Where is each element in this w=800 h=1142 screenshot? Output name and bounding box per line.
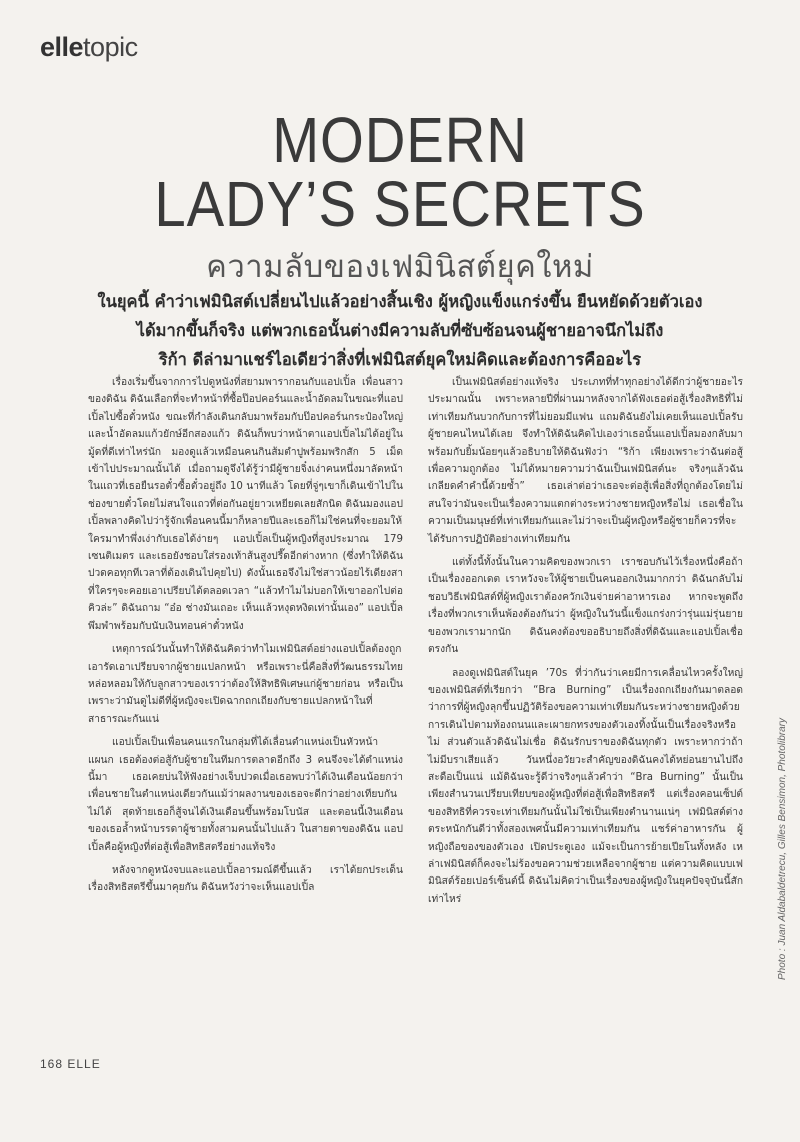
- section-tag-topic: topic: [83, 32, 138, 62]
- deck: [70, 287, 730, 374]
- paragraph: เป็นเฟมินิสต์อย่างแท้จริง ประเภทที่ทำทุกอย่างได้ดีกว่าผู้ชายอะไรประมาณนั้น เพราะหลายปีที่ผ่านมาหลังจากได้ฟังเธอต่อสู้เรื่องสิทธิที่ไม่เท่าเทียมกันบวกกับการที่ไม่ยอมมีแฟน แถมดิฉันยังไม่เคยเห็นแอปเปิ้ลรับผู้ชายคนไหนได้เลย จึงทำให้ดิฉันคิดไปเองว่าเธอนั้นแอปเปิ้ลมองกลับมาพร้อมกับยิ้มน้อยๆแล้วอธิบายให้ดิฉันฟังว่า “ริก้า เพียงเพราะว่าฉันต่อสู้เพื่อความถูกต้อง ไม่ได้หมายความว่าฉันเป็นเฟมินิสต์นะ จริงๆแล้วฉันเกลียดคำคำนี้ด้วยซ้ำ” เธอเล่าต่อว่าเธอจะต่อสู้เพื่อสิ่งที่ถูกต้องโดยไม่สนใจว่ามันจะเป็นเรื่องความแตกต่างระหว่างชายหญิงหรือไม่ เธอเชื่อในความเป็นมนุษย์ที่เท่าเทียมกันและไม่ว่าจะเป็นผู้หญิงหรือผู้ชายก็ควรที่จะได้รับการปฏิบัติอย่างเท่าเทียมกัน: [428, 377, 743, 545]
- deck-line-1: ในยุคนี้ คำว่าเฟมินิสต์เปลี่ยนไปแล้วอย่างสิ้นเชิง ผู้หญิงแข็งแกร่งขึ้น ยืนหยัดด้วยตัวเอง: [97, 292, 703, 311]
- paragraph: แต่ทั้งนี้ทั้งนั้นในความคิดของพวกเรา เราชอบกันไว้เรื่องหนึ่งคือถ้าเป็นเรื่องออกเดต เราหวังจะให้ผู้ชายเป็นคนออกเงินมากกว่า ดิฉันกลับไม่ชอบวิธีเฟมินิสต์ที่ผู้หญิงเราต้องควักเงินจ่ายค่าอาหารเอง หากจะพูดถึงเรื่องที่พวกเราเห็นพ้องต้องกันว่า ผู้หญิงในวันนี้แข็งแกร่งกว่ารุ่นแม่รุ่นยายของพวกเรามากนัก ดิฉันคงต้องขออธิบายถึงสิ่งที่ดิฉันและแอปเปิ้ลเชื่อตรงกัน: [428, 557, 743, 656]
- thai-subtitle: ความลับของเฟมินิสต์ยุคใหม่: [206, 249, 594, 284]
- headline: [48, 104, 752, 240]
- paragraph: ลองดูเฟมินิสต์ในยุค ’70s ที่ว่ากันว่าเคยมีการเคลื่อนไหวครั้งใหญ่ของเฟมินิสต์ที่เรียกว่า “Bra Burning” เป็นเรื่องถกเถียงกันมาตลอดว่าการที่ผู้หญิงลุกขึ้นปฏิวัติร้องขอความเท่าเทียมกันระหว่างชายหญิงด้วยการเดินไปตามท้องถนนและเผายกทรงของตัวเองทิ้งนั้นเป็นเรื่องจริงหรือไม่ ส่วนตัวแล้วดิฉันไม่เชื่อ ดิฉันรักบราของดิฉันทุกตัว เพราะหากว่าถ้าไม่มีบราเสียแล้ว วันหนึ่งอวัยวะสำคัญของดิฉันคงได้หย่อนยานไปถึงสะดือเป็นแน่ แม้ดิฉันจะรู้ดีว่าจริงๆแล้วคำว่า “Bra Burning” นั้นเป็นเพียงสำนวนเปรียบเทียบของผู้หญิงที่ต่อสู้เพื่อสิทธิสตรี แต่เรื่องคอนเซ็ปต์ของสิทธิที่ควรจะเท่าเทียมกันนั้นไม่ใช่เป็นเพียงตำนานแน่ๆ เฟมินิสต์ต่างตระหนักกันดีว่าทั้งสองเพศนั้นมีความเท่าเทียมกัน แชร์ค่าอาหารกัน ผู้หญิงถือของของตัวเอง เปิดประตูเอง แม้จะเป็นการย้ายเปียโนทั้งหลัง เหล่าเฟมินิสต์ก็คงจะไม่ร้องขอความช่วยเหลือจากผู้ชาย แต่ความคิดแบบเฟมินิสต์ร้อยเปอร์เซ็นต์นี้ ดิฉันไม่คิดว่าเป็นเรื่องของผู้หญิงในยุคปัจจุบันนี้สักเท่าไหร่: [428, 667, 743, 905]
- deck-line-2: ได้มากขึ้นก็จริง แต่พวกเธอนั้นต่างมีความลับที่ซับซ้อนจนผู้ชายอาจนึกไม่ถึง: [136, 321, 664, 340]
- paragraph: แอปเปิ้ลเป็นเพื่อนคนแรกในกลุ่มที่ได้เลื่อนตำแหน่งเป็นหัวหน้าแผนก เธอต้องต่อสู้กับผู้ชายในทีมการตลาดอีกถึง 3 คนจึงจะได้ตำแหน่งนี้มา เธอเคยบ่นให้ฟังอย่างเจ็บปวดเมื่อเธอพบว่าได้เงินเดือนน้อยกว่าเพื่อนชายในตำแหน่งเดียวกันแม้ว่าผลงานของเธอจะดีกว่าอย่างเทียบกันไม่ได้ สุดท้ายเธอก็สู้จนได้เงินเดือนขึ้นพร้อมโบนัส และตอนนี้เงินเดือนของเธอล้ำหน้าบรรดาผู้ชายทั้งสามคนนั้นไปแล้ว ในสายตาของดิฉัน แอปเปิ้ลคือผู้หญิงที่ต่อสู้เพื่อสิทธิสตรีอย่างแท้จริง: [88, 737, 403, 853]
- headline-line-2: LADY’S SECRETS: [154, 168, 646, 240]
- paragraph: เรื่องเริ่มขึ้นจากการไปดูหนังที่สยามพารากอนกับแอปเปิ้ล เพื่อนสาวของดิฉัน ดิฉันเลือกที่จะทำหน้าที่ซื้อป๊อปคอร์นและน้ำอัดลมในขณะที่แอปเปิ้ลไปซื้อตั๋วหนัง ขณะที่กำลังเดินกลับมาพร้อมกับป๊อปคอร์นกระป๋องใหญ่และน้ำอัดลมแก้วยักษ์อีกสองแก้ว ดิฉันก็พบว่าหน้าตาแอปเปิ้ลไม่ได้อยู่ในมู้ดที่ดีเท่าไหร่นัก มองดูแล้วเหมือนคนกินส้มตำปูพร้อมพริกสัก 5 เม็ดเข้าไปประมาณนั้นได้ เมื่อถามดูจึงได้รู้ว่ามีผู้ชายจิ๋งเง่าคนหนึ่งมาลัดหน้าในแถวที่เธอยืนรอตั๋วซื้อตั๋วอยู่ถึง 10 นาทีแล้ว โดยที่จู่ๆเขาก็เดินเข้าไปในช่องขายตั๋วโดยไม่สนใจแถวที่ต่อกันอยู่ยาวเหยียดเลยสักนิด ดิฉันมองแอปเปิ้ลพลางคิดไปว่ารู้จักเพื่อนคนนี้มาก็หลายปีและเธอก็ไม่ใช่คนที่จะยอมให้ใครมาทำพึ่งเง่ากับเธอได้ง่ายๆ แอปเปิ้ลเป็นผู้หญิงที่สูงประมาณ 179 เซนติเมตร และเธอยังชอบใส่รองเท้าส้นสูงปรี๊ดอีกต่างหาก (ซึ่งทำให้ดิฉันปวดคอทุกทีเวลาที่ต้องเดินไปคุยไป) ดังนั้นเธอจึงไม่ใช่สาวน้อยไร้เดียงสาที่ใครๆจะคอยเอาเปรียบได้ตลอดเวลา “แล้วทำไมไม่บอกให้เขาออกไปต่อคิวล่ะ” ดิฉันถาม “อ๋อ ช่างมันเถอะ เห็นแล้วหงุดหงิดเท่านั้นเอง” แอปเปิ้ลพึมพำพร้อมกับนับเงินทอนค่าตั๋วหนัง: [88, 377, 403, 632]
- section-tag-brand: elle: [40, 32, 84, 62]
- column-right: [428, 374, 743, 914]
- article-body: [88, 374, 743, 914]
- headline-line-1: MODERN: [272, 104, 528, 176]
- paragraph: เหตุการณ์วันนั้นทำให้ดิฉันคิดว่าทำไมเฟมินิสต์อย่างแอปเปิ้ลต้องถูกเอารัดเอาเปรียบจากผู้ชายแปลกหน้า หรือเพราะนี่คือสิ่งที่วัฒนธรรมไทยหล่อหลอมให้กับลูกสาวของเราว่าต้องให้สิทธิพิเศษแก่ผู้ชายก่อน หรือเป็นเพราะว่ามันดูไม่ดีที่ผู้หญิงจะเปิดฉากถกเถียงกับชายแปลกหน้าในที่สาธารณะกันแน่: [88, 644, 403, 725]
- page-folio: 168 ELLE: [40, 1057, 101, 1071]
- section-tag: [40, 32, 138, 63]
- paragraph: หลังจากดูหนังจบและแอปเปิ้ลอารมณ์ดีขึ้นแล้ว เราได้ยกประเด็นเรื่องสิทธิสตรีขึ้นมาคุยกัน ดิฉันหวังว่าจะเห็นแอปเปิ้ล: [88, 864, 403, 894]
- photo-credit: Photo : Juan Aldabaldetrecu, Gilles Bensimon, Photolibrary: [777, 718, 788, 980]
- column-left: [88, 374, 403, 914]
- deck-line-3: ริก้า ดีล่ามาแชร์ไอเดียว่าสิ่งที่เฟมินิสต์ยุคใหม่คิดและต้องการคืออะไร: [158, 350, 642, 369]
